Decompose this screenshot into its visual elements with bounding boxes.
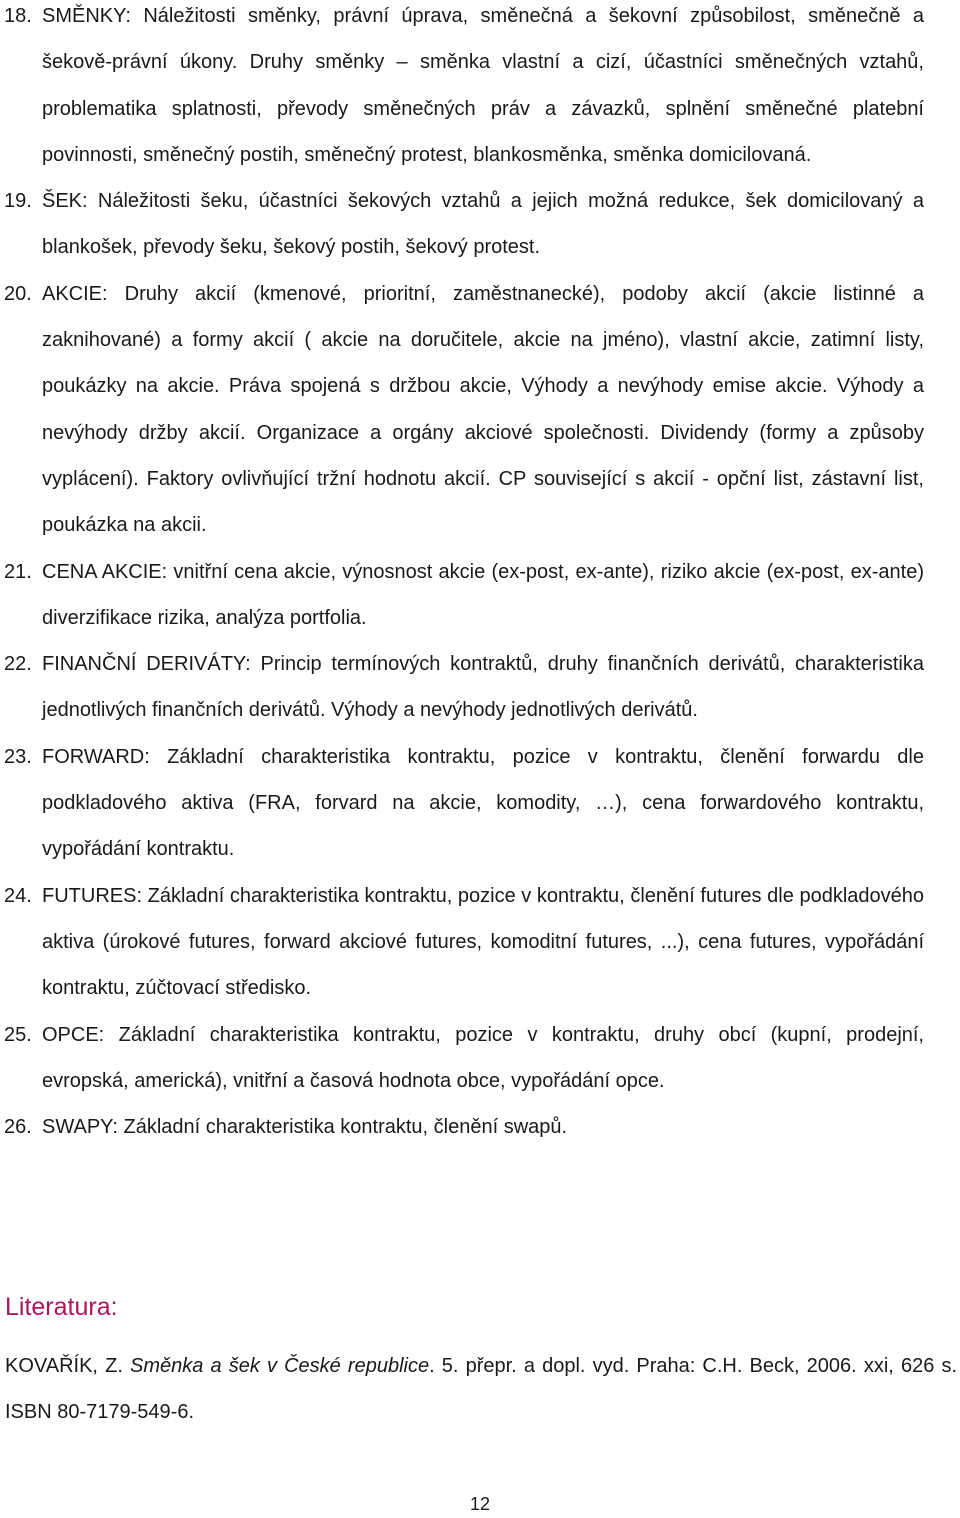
citation-author: KOVAŘÍK, Z. bbox=[5, 1355, 131, 1377]
citation-details: . 5. přepr. a dopl. vyd. Praha: C.H. Beck, 2006. xxi, 626 s. ISBN 80-7179-549-6. bbox=[5, 1355, 958, 1424]
list-item bbox=[0, 641, 960, 734]
item-number: 25. bbox=[4, 1023, 32, 1046]
item-text: SWAPY: Základní charakteristika kontraktu, členění swapů. bbox=[42, 1116, 568, 1139]
item-text: FINANČNÍ DERIVÁTY: Princip termínových kontraktů, druhy finančních derivátů, charakteristika jednotlivých finančních derivátů. Výhody a nevýhody jednotlivých derivátů. bbox=[42, 653, 924, 722]
literature-citation bbox=[5, 1343, 957, 1436]
item-number: 22. bbox=[4, 653, 32, 676]
literature-heading: Literatura: bbox=[5, 1293, 118, 1321]
item-number: 18. bbox=[4, 5, 32, 27]
list-item bbox=[0, 271, 960, 549]
item-text: CENA AKCIE: vnitřní cena akcie, výnosnost akcie (ex-post, ex-ante), riziko akcie (ex-post, ex-ante) diverzifikace rizika, analýza portfolia. bbox=[42, 560, 924, 629]
item-number: 19. bbox=[4, 190, 32, 213]
list-item bbox=[0, 0, 960, 178]
citation-title: Směnka a šek v České republice bbox=[130, 1355, 430, 1377]
list-item bbox=[0, 873, 960, 1012]
page-number: 12 bbox=[469, 1494, 491, 1514]
list-item bbox=[0, 1104, 960, 1150]
item-text: FUTURES: Základní charakteristika kontraktu, pozice v kontraktu, členění futures dle podkladového aktiva (úrokové futures, forward akciové futures, komoditní futures, ...), cena futures, vypořádání kontraktu, zúčtovací středisko. bbox=[42, 884, 924, 1000]
item-number: 24. bbox=[4, 884, 32, 907]
list-item bbox=[0, 549, 960, 642]
item-number: 20. bbox=[4, 282, 32, 305]
list-item bbox=[0, 1012, 960, 1105]
item-text: OPCE: Základní charakteristika kontraktu, pozice v kontraktu, druhy obcí (kupní, prodejní, evropská, americká), vnitřní a časová hodnota obce, vypořádání opce. bbox=[42, 1023, 924, 1092]
item-number: 26. bbox=[4, 1116, 32, 1139]
item-text: SMĚNKY: Náležitosti směnky, právní úprava, směnečná a šekovní způsobilost, směnečně a šekově-právní úkony. Druhy směnky – směnka vlastní a cizí, účastníci směnečných vztahů, problematika splatnosti, převody směnečných práv a závazků, splnění směnečné platební povinnosti, směnečný postih, směnečný protest, blankosměnka, směnka domicilovaná. bbox=[42, 5, 924, 166]
item-number: 21. bbox=[4, 560, 32, 583]
item-text: ŠEK: Náležitosti šeku, účastníci šekových vztahů a jejich možná redukce, šek domicilovaný a blankošek, převody šeku, šekový postih, šekový protest. bbox=[42, 190, 924, 259]
item-number: 23. bbox=[4, 745, 32, 768]
list-item bbox=[0, 178, 960, 271]
list-item bbox=[0, 734, 960, 873]
item-text: FORWARD: Základní charakteristika kontraktu, pozice v kontraktu, členění forwardu dle podkladového aktiva (FRA, forvard na akcie, komodity, …), cena forwardového kontraktu, vypořádání kontraktu. bbox=[42, 745, 924, 861]
item-text: AKCIE: Druhy akcií (kmenové, prioritní, zaměstnanecké), podoby akcií (akcie listinné a zaknihované) a formy akcií ( akcie na doručitele, akcie na jméno), vlastní akcie, zatimní listy, poukázky na akcie. Práva spojená s držbou akcie, Výhody a nevýhody emise akcie. Výhody a nevýhody držby akcií. Organizace a orgány akciové společnosti. Dividendy (formy a způsoby vyplácení). Faktory ovlivňující tržní hodnotu akcií. CP související s akcií - opční list, zástavní list, poukázka na akcii. bbox=[42, 282, 924, 537]
